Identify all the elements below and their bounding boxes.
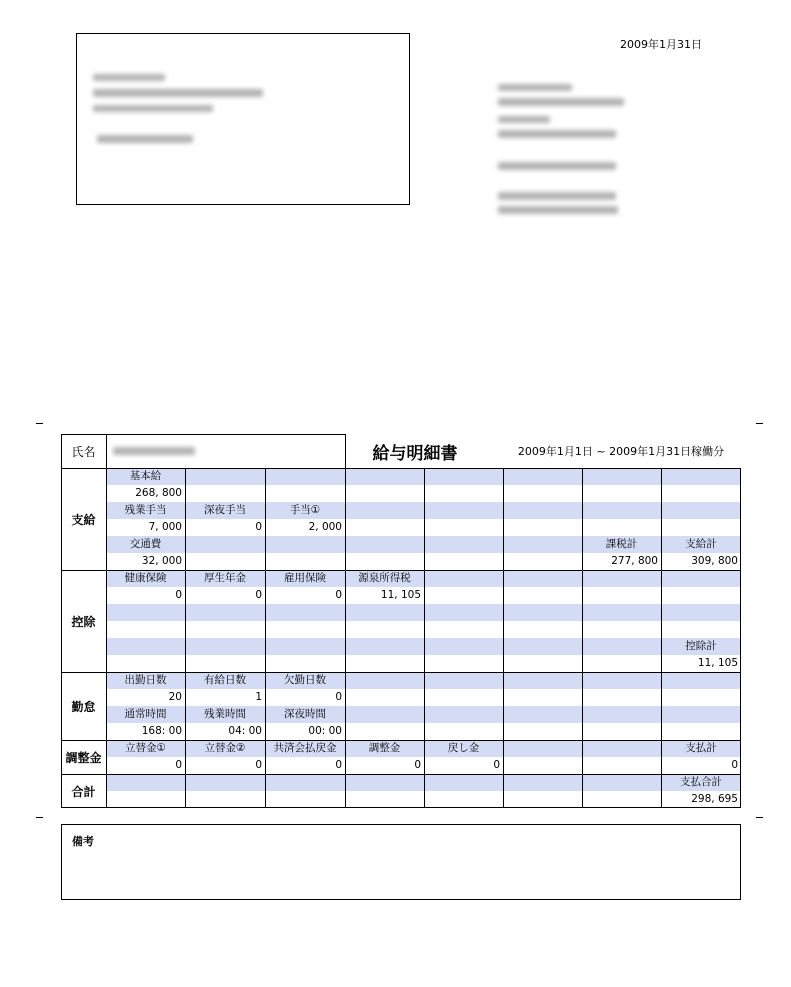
payslip bbox=[61, 434, 741, 808]
regular-hours-label: 通常時間 bbox=[124, 708, 167, 720]
transport-value: 32, 000 bbox=[141, 555, 182, 567]
redacted-name bbox=[113, 447, 195, 455]
pension-value: 0 bbox=[255, 589, 262, 601]
page-title: 給与明細書 bbox=[372, 443, 458, 464]
overtime-hours-value: 04: 00 bbox=[228, 725, 262, 737]
advance1-label: 立替金① bbox=[125, 742, 166, 754]
advance1-value: 0 bbox=[175, 759, 182, 771]
pay-period: 2009年1月1日 ~ 2009年1月31日稼働分 bbox=[517, 445, 725, 458]
basic-pay-label: 基本給 bbox=[129, 470, 162, 482]
basic-pay-value: 268, 800 bbox=[135, 487, 182, 499]
recipient-address-box bbox=[76, 33, 410, 205]
paid-leave-value: 1 bbox=[255, 691, 262, 703]
advance2-label: 立替金② bbox=[204, 742, 246, 754]
issue-date: 2009年1月31日 bbox=[620, 38, 702, 51]
redacted-text bbox=[93, 74, 165, 81]
section-attendance: 勤怠 bbox=[71, 699, 96, 714]
mutual-refund-value: 0 bbox=[335, 759, 342, 771]
allowance1-value: 2, 000 bbox=[308, 521, 342, 533]
adjustment-label: 調整金 bbox=[368, 742, 401, 754]
payment-total-value: 0 bbox=[731, 759, 738, 771]
overtime-pay-value: 7, 000 bbox=[148, 521, 182, 533]
health-insurance-label: 健康保険 bbox=[124, 572, 167, 584]
night-hours-label: 深夜時間 bbox=[284, 708, 326, 720]
refund-label: 戻し金 bbox=[447, 742, 480, 754]
redacted-text bbox=[93, 105, 213, 112]
night-pay-label: 深夜手当 bbox=[204, 504, 246, 516]
pay-total-label: 支給計 bbox=[685, 538, 717, 550]
workdays-label: 出勤日数 bbox=[124, 674, 167, 686]
payment-total-label: 支払計 bbox=[685, 742, 717, 754]
night-hours-value: 00: 00 bbox=[308, 725, 342, 737]
allowance1-label: 手当① bbox=[289, 504, 321, 516]
grand-total-label: 支払合計 bbox=[680, 776, 722, 788]
overtime-hours-label: 残業時間 bbox=[204, 708, 246, 720]
transport-label: 交通費 bbox=[129, 538, 162, 550]
health-insurance-value: 0 bbox=[175, 589, 182, 601]
deduction-total-label: 控除計 bbox=[685, 640, 717, 652]
redacted-text bbox=[93, 89, 263, 97]
deduction-total-value: 11, 105 bbox=[697, 657, 738, 669]
name-label: 氏名 bbox=[71, 444, 96, 459]
income-tax-value: 11, 105 bbox=[380, 589, 421, 601]
employment-insurance-value: 0 bbox=[335, 589, 342, 601]
paid-leave-label: 有給日数 bbox=[204, 674, 246, 686]
taxable-total-value: 277, 800 bbox=[611, 555, 658, 567]
section-payments: 支給 bbox=[71, 512, 96, 527]
redacted-text bbox=[97, 135, 193, 143]
absent-days-value: 0 bbox=[335, 691, 342, 703]
pay-total-value: 309, 800 bbox=[691, 555, 738, 567]
absent-days-label: 欠勤日数 bbox=[284, 674, 326, 686]
overtime-pay-label: 残業手当 bbox=[124, 504, 167, 516]
section-total: 合計 bbox=[71, 784, 96, 799]
income-tax-label: 源泉所得税 bbox=[358, 572, 411, 584]
night-pay-value: 0 bbox=[255, 521, 262, 533]
section-adjustments: 調整金 bbox=[65, 750, 102, 765]
employment-insurance-label: 雇用保険 bbox=[284, 572, 326, 584]
pension-label: 厚生年金 bbox=[204, 572, 246, 584]
section-deductions: 控除 bbox=[71, 614, 96, 629]
regular-hours-value: 168: 00 bbox=[141, 725, 182, 737]
sender-address bbox=[494, 80, 634, 220]
refund-value: 0 bbox=[493, 759, 500, 771]
advance2-value: 0 bbox=[255, 759, 262, 771]
taxable-total-label: 課税計 bbox=[605, 538, 638, 550]
workdays-value: 20 bbox=[168, 691, 182, 703]
adjustment-value: 0 bbox=[414, 759, 421, 771]
mutual-refund-label: 共済会払戻金 bbox=[273, 742, 337, 754]
remarks-box bbox=[61, 824, 741, 900]
grand-total-value: 298, 695 bbox=[691, 793, 738, 805]
remarks-label: 備考 bbox=[72, 835, 94, 848]
